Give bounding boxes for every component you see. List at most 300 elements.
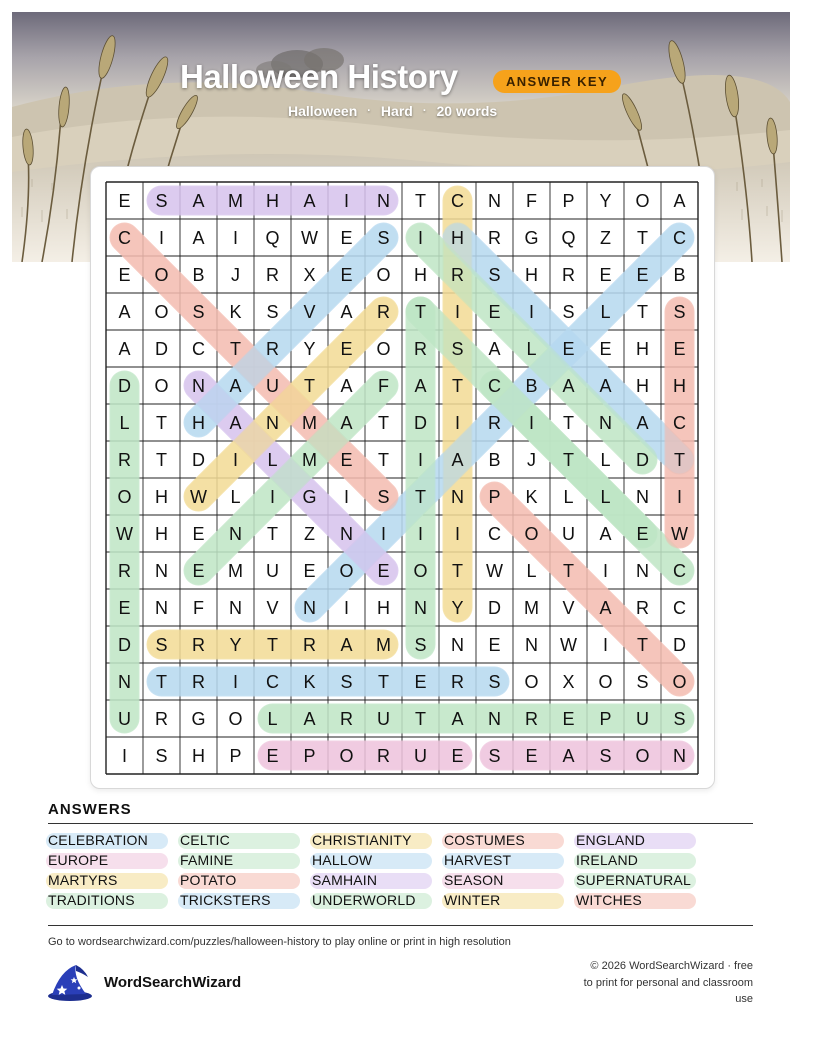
copyright-notice: © 2026 WordSearchWizard · free to print for personal and classroom use (583, 960, 753, 1005)
grid-letter: N (488, 191, 501, 211)
grid-letter: D (192, 450, 205, 470)
grid-letter: N (377, 191, 390, 211)
grid-letter: R (488, 413, 501, 433)
grid-letter: I (602, 561, 609, 581)
grid-letter: A (673, 191, 686, 211)
grid-letter: T (415, 709, 426, 729)
grid-letter: A (192, 228, 205, 248)
grid-letter: B (525, 376, 538, 396)
grid-letter: U (266, 376, 279, 396)
grid-letter: L (526, 339, 537, 359)
answer-item (444, 852, 511, 869)
grid-letter: H (192, 746, 205, 766)
answer-word: MARTYRS (48, 872, 118, 888)
grid-letter: A (118, 339, 131, 359)
grid-letter: L (267, 709, 278, 729)
answer-word: WITCHES (576, 892, 642, 908)
grid-letter: O (154, 265, 169, 285)
grid-letter: R (377, 746, 390, 766)
grid-letter: F (193, 598, 204, 618)
grid-letter: N (118, 672, 131, 692)
grid-letter: D (118, 635, 131, 655)
grid-letter: S (673, 709, 686, 729)
answer-item (48, 892, 135, 909)
grid-letter: O (339, 561, 354, 581)
grid-letter: S (636, 672, 649, 692)
grid-letter: N (192, 376, 205, 396)
meta-separator: · (422, 105, 427, 117)
grid-letter: B (673, 265, 686, 285)
grid-letter: A (414, 376, 427, 396)
grid-letter: T (452, 561, 463, 581)
grid-letter: U (414, 746, 427, 766)
grid-letter: A (488, 339, 501, 359)
grid-letter: M (302, 450, 317, 470)
grid-letter: S (340, 672, 353, 692)
grid-letter: T (156, 413, 167, 433)
grid-letter: O (524, 672, 539, 692)
grid-letter: A (303, 709, 316, 729)
grid-letter: L (600, 487, 611, 507)
grid-letter: V (266, 598, 279, 618)
grid-letter: E (340, 450, 353, 470)
grid-letter: K (229, 302, 242, 322)
grid-letter: T (674, 450, 685, 470)
grid-letter: A (303, 191, 316, 211)
grid-letter: A (118, 302, 131, 322)
grid-letter: Q (265, 228, 280, 248)
answer-item (576, 872, 691, 889)
grid-letter: W (301, 228, 318, 248)
grid-letter: I (676, 487, 683, 507)
grid-letter: J (231, 265, 240, 285)
grid-letter: A (192, 191, 205, 211)
grid-letter: S (266, 302, 279, 322)
grid-letter: W (116, 524, 133, 544)
grid-letter: C (192, 339, 205, 359)
grid-letter: C (673, 598, 686, 618)
grid-letter: D (636, 450, 649, 470)
answer-item (180, 872, 236, 889)
grid-letter: O (376, 265, 391, 285)
grid-letter: S (155, 635, 168, 655)
meta-category: Halloween (288, 103, 358, 119)
grid-letter: E (192, 524, 205, 544)
grid-letter: O (524, 524, 539, 544)
grid-letter: L (267, 450, 278, 470)
grid-letter: T (156, 672, 167, 692)
answer-word: TRICKSTERS (180, 892, 271, 908)
grid-letter: O (413, 561, 428, 581)
grid-letter: H (377, 598, 390, 618)
grid-letter: A (340, 302, 353, 322)
grid-letter: W (671, 524, 688, 544)
grid-letter: D (414, 413, 427, 433)
grid-letter: E (451, 746, 464, 766)
grid-letter: R (118, 561, 131, 581)
answer-word: IRELAND (576, 852, 639, 868)
answer-word: CELTIC (180, 832, 230, 848)
answer-item (180, 892, 271, 909)
grid-letter: O (154, 376, 169, 396)
grid-letter: E (266, 746, 279, 766)
grid-letter: I (417, 450, 424, 470)
grid-letter: Y (303, 339, 316, 359)
grid-letter: T (415, 487, 426, 507)
answer-item (312, 892, 416, 909)
grid-letter: Z (600, 228, 611, 248)
grid-letter: A (562, 376, 575, 396)
meta-word-count: 20 words (436, 103, 498, 119)
grid-letter: Q (561, 228, 576, 248)
grid-letter: V (303, 302, 316, 322)
grid-letter: N (636, 487, 649, 507)
grid-letter: P (488, 487, 501, 507)
grid-letter: O (376, 339, 391, 359)
grid-letter: E (340, 228, 353, 248)
grid-letter: B (192, 265, 205, 285)
grid-letter: E (562, 709, 575, 729)
grid-letter: N (599, 413, 612, 433)
grid-letter: S (414, 635, 427, 655)
grid-letter: R (488, 228, 501, 248)
grid-letter: I (343, 487, 350, 507)
grid-letter: A (451, 709, 464, 729)
answer-word: TRADITIONS (48, 892, 135, 908)
grid-letter: A (599, 524, 612, 544)
answer-item (312, 872, 377, 889)
puzzle-card (90, 166, 715, 789)
answer-word: EUROPE (48, 852, 109, 868)
grid-letter: D (118, 376, 131, 396)
grid-letter: R (451, 672, 464, 692)
grid-letter: T (378, 413, 389, 433)
answer-word: FAMINE (180, 852, 234, 868)
grid-letter: T (563, 413, 574, 433)
grid-letter: P (229, 746, 242, 766)
grid-letter: S (377, 228, 390, 248)
answer-word: UNDERWORLD (312, 892, 416, 908)
grid-letter: K (303, 672, 316, 692)
grid-letter: H (636, 339, 649, 359)
grid-letter: N (229, 598, 242, 618)
grid-letter: L (230, 487, 241, 507)
grid-letter: N (303, 598, 316, 618)
grid-letter: S (451, 339, 464, 359)
grid-letter: L (526, 561, 537, 581)
grid-letter: M (376, 635, 391, 655)
answer-word: ENGLAND (576, 832, 646, 848)
grid-letter: R (414, 339, 427, 359)
grid-letter: L (119, 413, 130, 433)
answer-word: SUPERNATURAL (576, 872, 691, 888)
grid-letter: R (118, 450, 131, 470)
grid-letter: I (528, 413, 535, 433)
grid-letter: P (303, 746, 316, 766)
answer-item (576, 852, 638, 869)
grid-letter: O (598, 672, 613, 692)
grid-letter: C (673, 561, 686, 581)
grid-letter: E (488, 302, 501, 322)
grid-letter: W (190, 487, 207, 507)
grid-letter: R (266, 339, 279, 359)
grid-letter: R (451, 265, 464, 285)
grid-letter: I (417, 524, 424, 544)
grid-letter: L (600, 302, 611, 322)
grid-letter: W (486, 561, 503, 581)
grid-letter: T (637, 302, 648, 322)
grid-letter: S (673, 302, 686, 322)
grid-letter: N (451, 487, 464, 507)
grid-letter: P (562, 191, 575, 211)
grid-letter: F (378, 376, 389, 396)
grid-letter: T (230, 339, 241, 359)
grid-letter: H (192, 413, 205, 433)
grid-letter: H (414, 265, 427, 285)
meta-separator: · (367, 105, 371, 117)
answer-item (180, 852, 233, 869)
answer-item (444, 832, 525, 849)
grid-letter: R (192, 635, 205, 655)
answer-word: HARVEST (444, 852, 512, 868)
answer-word: HALLOW (312, 852, 373, 868)
grid-letter: T (267, 524, 278, 544)
grid-letter: U (118, 709, 131, 729)
grid-letter: M (302, 413, 317, 433)
grid-letter: J (527, 450, 536, 470)
grid-letter: E (192, 561, 205, 581)
grid-letter: I (343, 191, 350, 211)
grid-letter: S (488, 672, 501, 692)
grid-letter: A (599, 376, 612, 396)
grid-letter: Y (229, 635, 242, 655)
grid-letter: O (228, 709, 243, 729)
grid-letter: H (525, 265, 538, 285)
grid-letter: C (451, 191, 464, 211)
word-search-grid (91, 167, 714, 788)
grid-letter: N (340, 524, 353, 544)
grid-letter: N (636, 561, 649, 581)
grid-letter: A (340, 376, 353, 396)
grid-letter: T (415, 191, 426, 211)
brand-name: WordSearchWizard (104, 974, 242, 991)
grid-letter: M (524, 598, 539, 618)
grid-letter: A (599, 598, 612, 618)
grid-letter: U (562, 524, 575, 544)
grid-letter: E (118, 265, 131, 285)
grid-letter: N (488, 709, 501, 729)
answer-word: SEASON (444, 872, 504, 888)
answers-heading: ANSWERS (48, 801, 132, 818)
grid-letter: G (524, 228, 539, 248)
grid-letter: C (266, 672, 279, 692)
grid-letter: T (156, 450, 167, 470)
page-title: Halloween History (180, 58, 458, 95)
grid-letter: N (451, 635, 464, 655)
grid-letter: E (488, 635, 501, 655)
grid-letter: E (599, 339, 612, 359)
grid-letter: R (266, 265, 279, 285)
grid-letter: H (155, 487, 168, 507)
grid-letter: V (562, 598, 575, 618)
grid-letter: T (378, 672, 389, 692)
grid-letter: R (525, 709, 538, 729)
answer-item (312, 832, 412, 849)
grid-letter: E (599, 265, 612, 285)
grid-letter: I (232, 228, 239, 248)
grid-letter: E (303, 561, 316, 581)
grid-letter: E (636, 265, 649, 285)
answer-item (48, 852, 108, 869)
grid-letter: E (377, 561, 390, 581)
grid-letter: R (303, 635, 316, 655)
answer-item (48, 872, 118, 889)
grid-letter: I (380, 524, 387, 544)
grid-letter: R (562, 265, 575, 285)
play-online-link[interactable]: Go to wordsearchwizard.com/puzzles/halloween-history to play online or print in high resolution (48, 936, 511, 948)
meta-difficulty: Hard (380, 103, 413, 119)
grid-letter: T (637, 635, 648, 655)
grid-letter: I (269, 487, 276, 507)
grid-letter: Z (304, 524, 315, 544)
grid-letter: E (414, 672, 427, 692)
grid-letter: R (192, 672, 205, 692)
grid-letter: Y (599, 191, 612, 211)
grid-letter: C (488, 376, 501, 396)
grid-letter: A (229, 413, 242, 433)
grid-letter: C (488, 524, 501, 544)
grid-letter: N (266, 413, 279, 433)
grid-letter: S (488, 746, 501, 766)
grid-letter: I (454, 302, 461, 322)
grid-letter: U (636, 709, 649, 729)
grid-letter: A (340, 635, 353, 655)
grid-letter: I (232, 672, 239, 692)
grid-letter: A (451, 450, 464, 470)
grid-letter: E (562, 339, 575, 359)
grid-letter: B (488, 450, 501, 470)
grid-letter: P (599, 709, 612, 729)
grid-letter: C (673, 228, 686, 248)
grid-letter: O (117, 487, 132, 507)
grid-letter: O (672, 672, 687, 692)
grid-letter: L (600, 450, 611, 470)
grid-letter: X (303, 265, 316, 285)
grid-letter: T (267, 635, 278, 655)
grid-letter: O (154, 302, 169, 322)
grid-letter: T (378, 450, 389, 470)
grid-letter: N (155, 561, 168, 581)
grid-letter: E (636, 524, 649, 544)
answer-word: WINTER (444, 892, 501, 908)
answer-word: SAMHAIN (312, 872, 378, 888)
grid-letter: A (340, 413, 353, 433)
grid-letter: I (343, 598, 350, 618)
grid-letter: D (488, 598, 501, 618)
grid-letter: R (636, 598, 649, 618)
grid-letter: U (266, 561, 279, 581)
grid-letter: H (636, 376, 649, 396)
grid-letter: A (229, 376, 242, 396)
grid-letter: E (118, 598, 131, 618)
grid-letter: S (599, 746, 612, 766)
answer-item (576, 892, 642, 909)
grid-letter: Y (451, 598, 464, 618)
grid-letter: A (636, 413, 649, 433)
grid-letter: O (339, 746, 354, 766)
grid-letter: S (488, 265, 501, 285)
grid-letter: N (525, 635, 538, 655)
grid-letter: D (155, 339, 168, 359)
grid-letter: L (563, 487, 574, 507)
grid-letter: S (562, 302, 575, 322)
grid-letter: I (158, 228, 165, 248)
answer-item (48, 832, 148, 849)
grid-letter: M (228, 191, 243, 211)
grid-letter: G (191, 709, 206, 729)
grid-letter: E (340, 339, 353, 359)
grid-letter: E (340, 265, 353, 285)
grid-letter: E (673, 339, 686, 359)
grid-letter: I (454, 413, 461, 433)
grid-letter: S (155, 191, 168, 211)
grid-letter: S (155, 746, 168, 766)
grid-letter: H (266, 191, 279, 211)
grid-letter: G (302, 487, 317, 507)
grid-letter: A (562, 746, 575, 766)
grid-letter: E (118, 191, 131, 211)
answer-item (444, 872, 504, 889)
grid-letter: E (525, 746, 538, 766)
grid-letter: C (118, 228, 131, 248)
grid-letter: I (528, 302, 535, 322)
grid-letter: S (377, 487, 390, 507)
grid-letter: R (340, 709, 353, 729)
grid-letter: N (229, 524, 242, 544)
puzzle-meta (288, 103, 497, 119)
grid-letter: T (563, 450, 574, 470)
wizard-hat-icon (46, 963, 94, 1003)
answer-word: CHRISTIANITY (312, 832, 412, 848)
grid-letter: W (560, 635, 577, 655)
grid-letter: U (377, 709, 390, 729)
grid-letter: I (454, 524, 461, 544)
grid-letter: X (562, 672, 575, 692)
answer-item (576, 832, 645, 849)
answer-word: CELEBRATION (48, 832, 148, 848)
grid-letter: H (451, 228, 464, 248)
answer-item (312, 852, 372, 869)
grid-letter: N (673, 746, 686, 766)
grid-letter: C (673, 413, 686, 433)
footer-divider (48, 925, 753, 926)
grid-letter: R (377, 302, 390, 322)
grid-letter: O (635, 746, 650, 766)
grid-letter: O (635, 191, 650, 211)
grid-letter: T (563, 561, 574, 581)
grid-letter: H (673, 376, 686, 396)
grid-letter: S (192, 302, 205, 322)
grid-letter: R (155, 709, 168, 729)
grid-letter: K (525, 487, 538, 507)
grid-letter: I (232, 450, 239, 470)
grid-letter: T (415, 302, 426, 322)
grid-letter: M (228, 561, 243, 581)
answer-item (444, 892, 500, 909)
grid-letter: T (452, 376, 463, 396)
answer-key-badge: ANSWER KEY (493, 70, 621, 93)
grid-letter: H (155, 524, 168, 544)
